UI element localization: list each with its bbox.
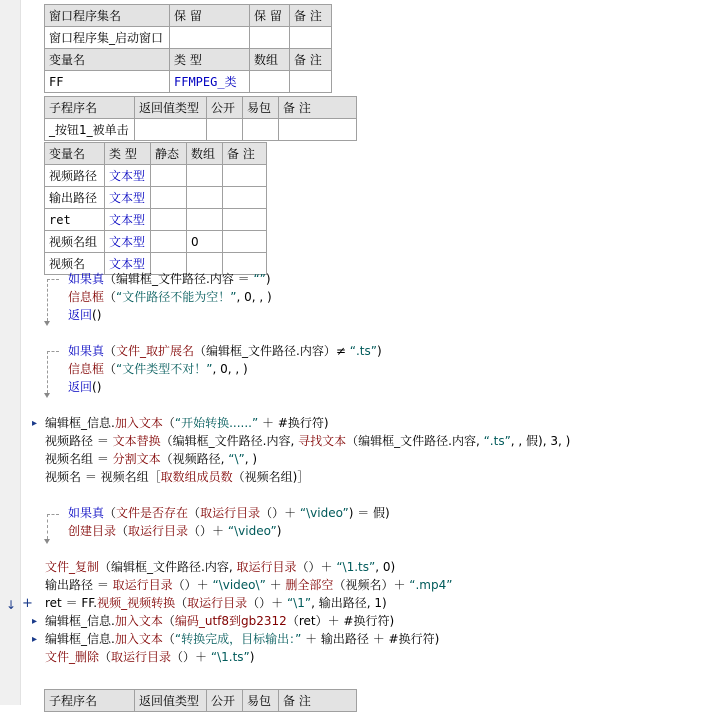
- header-cell: 返回值类型: [135, 97, 207, 119]
- code-line[interactable]: 如果真（文件是否存在（取运行目录（）＋ “\video”) ＝ 假): [68, 506, 390, 520]
- header-cell: 变量名: [45, 143, 105, 165]
- line-marker-icon: ▸: [32, 634, 38, 645]
- code-line[interactable]: 视频名组 ＝ 分割文本（视频路径, “\”, ): [45, 452, 258, 466]
- code-line[interactable]: 文件_复制（编辑框_文件路径.内容, 取运行目录（）＋ “\1.ts”, 0): [45, 560, 396, 574]
- code-line[interactable]: 返回(): [68, 380, 102, 394]
- table-cell[interactable]: [223, 187, 267, 209]
- table-cell[interactable]: [151, 187, 187, 209]
- table-cell[interactable]: [290, 27, 332, 49]
- table-cell[interactable]: 0: [187, 231, 223, 253]
- table-cell[interactable]: [187, 165, 223, 187]
- subroutine-table-2: [44, 689, 357, 712]
- flow-line: [47, 351, 59, 352]
- code-line[interactable]: 输出路径 ＝ 取运行目录（）＋ “\video\” ＋ 删全部空（视频名）＋ “.mp4”: [45, 578, 453, 592]
- table-cell[interactable]: [250, 27, 290, 49]
- arrow-down-icon: [44, 539, 50, 544]
- table-row: [45, 27, 332, 49]
- code-line[interactable]: 创建目录（取运行目录（）＋ “\video”): [68, 524, 282, 538]
- step-arrow-icon: ↓: [6, 598, 17, 612]
- flow-line: [47, 351, 48, 393]
- flow-line: [47, 514, 48, 539]
- header-cell: 类 型: [170, 49, 250, 71]
- code-line[interactable]: 信息框（“文件路径不能为空！”, 0, , ): [68, 290, 272, 304]
- header-cell: 数组: [250, 49, 290, 71]
- type-cell[interactable]: 文本型: [105, 231, 151, 253]
- table-cell[interactable]: [187, 187, 223, 209]
- table-cell[interactable]: 视频名: [45, 253, 105, 275]
- local-variables-table: [44, 142, 267, 275]
- expand-plus-icon[interactable]: +: [22, 596, 33, 611]
- assembly-name-cell[interactable]: 窗口程序集_启动窗口: [45, 27, 170, 49]
- header-cell: 窗口程序集名: [45, 5, 170, 27]
- table-cell[interactable]: 输出路径: [45, 187, 105, 209]
- header-cell: 类 型: [105, 143, 151, 165]
- header-cell: 备 注: [290, 5, 332, 27]
- line-marker-icon: ▸: [32, 616, 38, 627]
- table-cell[interactable]: [151, 231, 187, 253]
- header-cell: 子程序名: [45, 97, 135, 119]
- table-cell[interactable]: [207, 119, 243, 141]
- code-line[interactable]: 如果真（编辑框_文件路径.内容 ＝ “”): [68, 272, 271, 286]
- header-cell: 保 留: [170, 5, 250, 27]
- table-cell[interactable]: [223, 231, 267, 253]
- table-row: [45, 187, 267, 209]
- table-cell[interactable]: [135, 119, 207, 141]
- header-cell: 备 注: [279, 97, 357, 119]
- table-row: [45, 119, 357, 141]
- type-cell[interactable]: FFMPEG_类: [170, 71, 250, 93]
- table-cell[interactable]: [223, 209, 267, 231]
- code-line[interactable]: 信息框（“文件类型不对！”, 0, , ): [68, 362, 248, 376]
- table-row: [45, 5, 332, 27]
- subroutine-name-cell[interactable]: _按钮1_被单击: [45, 119, 135, 141]
- header-cell: 备 注: [223, 143, 267, 165]
- table-cell[interactable]: [243, 119, 279, 141]
- header-cell: 公开: [207, 690, 243, 712]
- table-row: [45, 209, 267, 231]
- code-line[interactable]: 视频路径 ＝ 文本替换（编辑框_文件路径.内容, 寻找文本（编辑框_文件路径.内容, “.ts”, , 假), 3, ): [45, 434, 571, 448]
- header-cell: 变量名: [45, 49, 170, 71]
- header-cell: 易包: [243, 690, 279, 712]
- table-row: [45, 143, 267, 165]
- header-cell: 静态: [151, 143, 187, 165]
- code-line[interactable]: ret ＝ FF.视频_视频转换（取运行目录（）＋ “\1”, 输出路径, 1): [45, 596, 387, 610]
- table-cell[interactable]: [151, 165, 187, 187]
- table-cell[interactable]: [170, 27, 250, 49]
- table-cell[interactable]: 视频路径: [45, 165, 105, 187]
- header-cell: 易包: [243, 97, 279, 119]
- table-cell[interactable]: [250, 71, 290, 93]
- line-marker-icon: ▸: [32, 418, 38, 429]
- arrow-down-icon: [44, 393, 50, 398]
- code-line[interactable]: 如果真（文件_取扩展名（编辑框_文件路径.内容）≠ “.ts”): [68, 344, 382, 358]
- table-cell[interactable]: FF: [45, 71, 170, 93]
- table-row: [45, 165, 267, 187]
- table-row: [45, 690, 357, 712]
- flow-line: [47, 514, 59, 515]
- table-cell[interactable]: [290, 71, 332, 93]
- type-cell[interactable]: 文本型: [105, 209, 151, 231]
- flow-line: [47, 279, 59, 280]
- table-row: [45, 231, 267, 253]
- header-cell: 公开: [207, 97, 243, 119]
- table-cell[interactable]: ret: [45, 209, 105, 231]
- code-line[interactable]: 编辑框_信息.加入文本（“开始转换......” ＋ #换行符): [45, 416, 329, 430]
- header-cell: 保 留: [250, 5, 290, 27]
- header-cell: 备 注: [279, 690, 357, 712]
- table-row: [45, 97, 357, 119]
- header-cell: 返回值类型: [135, 690, 207, 712]
- table-row: [45, 49, 332, 71]
- table-row: [45, 71, 332, 93]
- table-cell[interactable]: [187, 209, 223, 231]
- flow-line: [47, 279, 48, 321]
- header-cell: 子程序名: [45, 690, 135, 712]
- type-cell[interactable]: 文本型: [105, 253, 151, 275]
- code-line[interactable]: 返回(): [68, 308, 102, 322]
- arrow-down-icon: [44, 321, 50, 326]
- type-cell[interactable]: 文本型: [105, 187, 151, 209]
- code-line[interactable]: 文件_删除（取运行目录（）＋ “\1.ts”): [45, 650, 255, 664]
- assembly-table: [44, 4, 332, 93]
- table-cell[interactable]: 视频名组: [45, 231, 105, 253]
- header-cell: 备 注: [290, 49, 332, 71]
- table-cell[interactable]: [279, 119, 357, 141]
- subroutine-table: [44, 96, 357, 141]
- header-cell: 数组: [187, 143, 223, 165]
- type-cell[interactable]: 文本型: [105, 165, 151, 187]
- table-cell[interactable]: [223, 165, 267, 187]
- table-cell[interactable]: [151, 209, 187, 231]
- code-line[interactable]: 视频名 ＝ 视频名组［取数组成员数（视频名组)］: [45, 470, 310, 484]
- code-line[interactable]: 编辑框_信息.加入文本（编码_utf8到gb2312（ret）＋ #换行符): [45, 614, 395, 628]
- code-line[interactable]: 编辑框_信息.加入文本（“转换完成，目标输出：” ＋ 输出路径 ＋ #换行符): [45, 632, 440, 646]
